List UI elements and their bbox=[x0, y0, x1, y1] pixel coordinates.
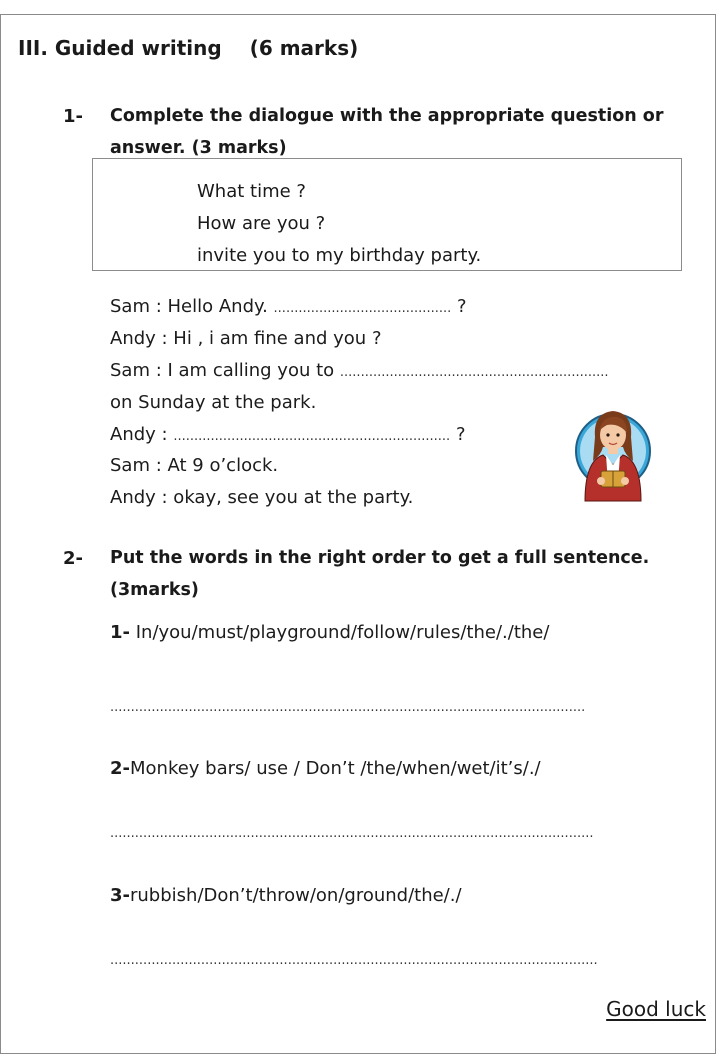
item-label: 3- bbox=[110, 885, 130, 906]
word-box-item: What time ? bbox=[197, 181, 306, 202]
answer-line-2[interactable]: ..................................................................................................................... bbox=[110, 826, 594, 841]
dialogue-line-5 bbox=[110, 424, 466, 445]
dialogue-line-4: on Sunday at the park. bbox=[110, 392, 317, 413]
ordering-item-3 bbox=[110, 885, 462, 906]
exercise2-number: 2- bbox=[63, 548, 83, 569]
teacher-with-book-icon bbox=[573, 403, 653, 503]
exercise1-instruction-line2: answer. (3 marks) bbox=[110, 138, 287, 158]
item-label: 1- bbox=[110, 622, 130, 643]
word-box-item: How are you ? bbox=[197, 213, 326, 234]
dialogue-line-1 bbox=[110, 296, 467, 317]
item-words: rubbish/Don’t/throw/on/ground/the/./ bbox=[130, 885, 462, 906]
item-words: In/you/must/playground/follow/rules/the/./the/ bbox=[135, 622, 550, 643]
ordering-item-2 bbox=[110, 758, 541, 779]
ordering-item-1 bbox=[110, 622, 549, 643]
section-title: III. Guided writing bbox=[18, 36, 222, 60]
dialogue-line-7: Andy : okay, see you at the party. bbox=[110, 487, 414, 508]
section-marks: (6 marks) bbox=[249, 36, 359, 60]
word-box-item: invite you to my birthday party. bbox=[197, 245, 482, 266]
dialogue-line-6: Sam : At 9 o’clock. bbox=[110, 455, 279, 476]
dialogue-text: Andy : bbox=[110, 424, 168, 445]
good-luck-footer: Good luck bbox=[606, 997, 706, 1021]
dialogue-line-2: Andy : Hi , i am fine and you ? bbox=[110, 328, 382, 349]
dialogue-line-3 bbox=[110, 360, 609, 381]
exercise2-instruction-line1: Put the words in the right order to get a full sentence. bbox=[110, 548, 650, 568]
question-mark: ? bbox=[455, 424, 466, 445]
answer-line-3[interactable]: ...................................................................................................................... bbox=[110, 953, 598, 968]
answer-line-1[interactable]: ................................................................................................................... bbox=[110, 700, 586, 715]
exercise2-instruction-line2: (3marks) bbox=[110, 580, 199, 600]
exercise1-instruction-line1: Complete the dialogue with the appropriate question or bbox=[110, 106, 664, 126]
answer-blank[interactable]: ................................................................. bbox=[339, 365, 609, 380]
item-label: 2- bbox=[110, 758, 130, 779]
answer-blank[interactable]: ........................................... bbox=[273, 301, 452, 316]
item-words: Monkey bars/ use / Don’t /the/when/wet/it’s/./ bbox=[130, 758, 541, 779]
dialogue-text: Sam : I am calling you to bbox=[110, 360, 335, 381]
answer-blank[interactable]: ................................................................... bbox=[173, 429, 451, 444]
question-mark: ? bbox=[456, 296, 467, 317]
dialogue-text: Sam : Hello Andy. bbox=[110, 296, 268, 317]
exercise1-number: 1- bbox=[63, 106, 83, 127]
word-box bbox=[92, 158, 682, 271]
section-heading bbox=[18, 36, 358, 60]
